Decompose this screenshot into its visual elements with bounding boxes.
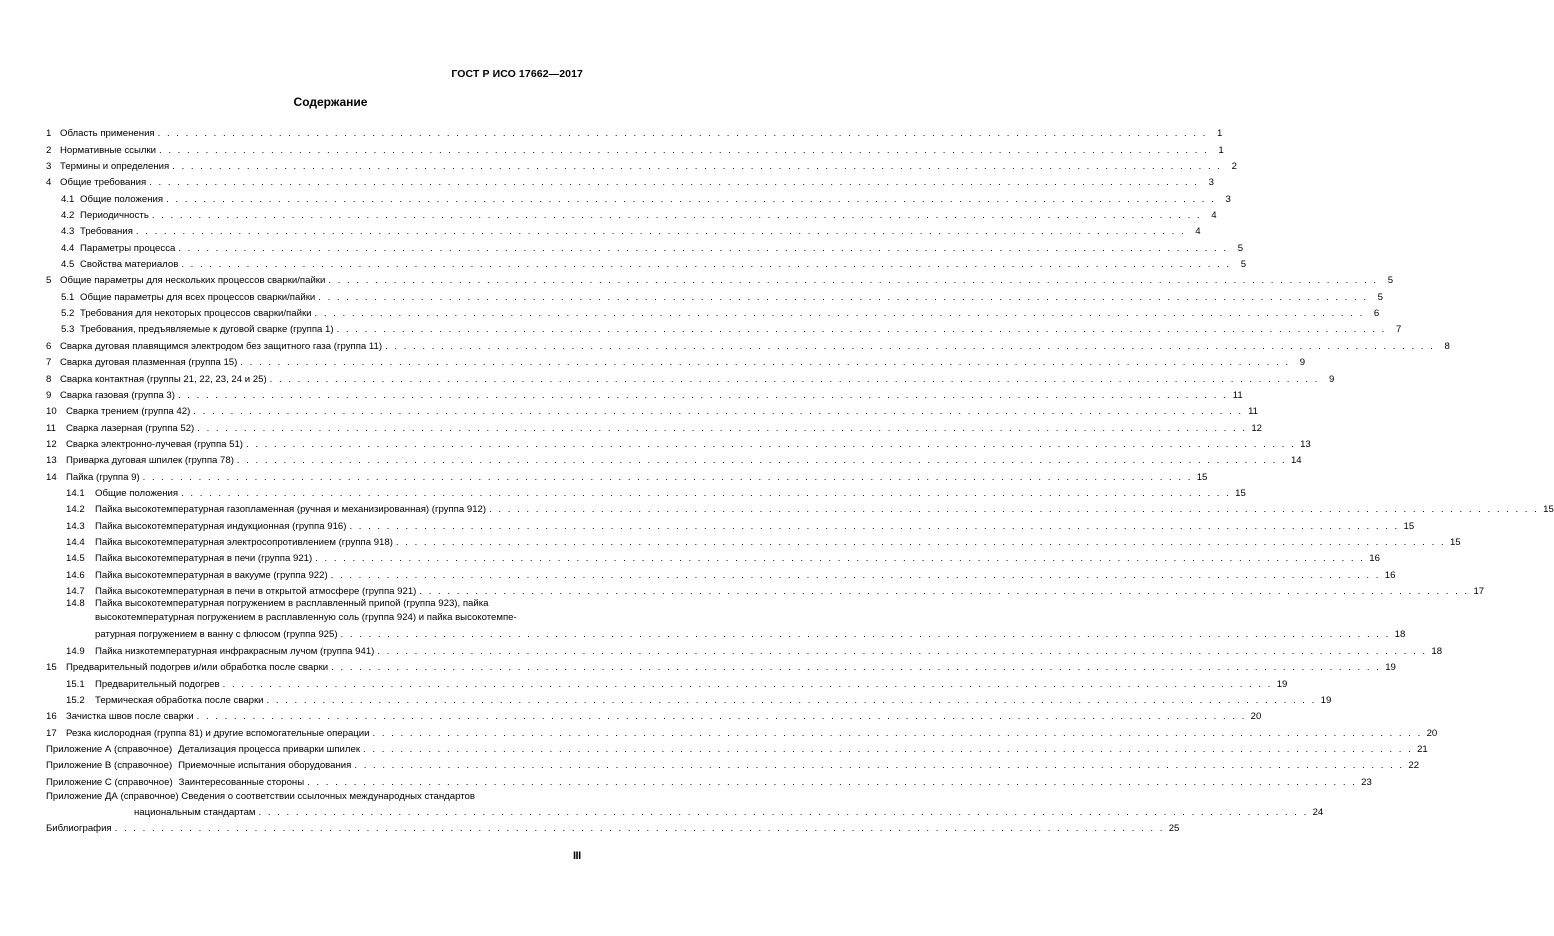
toc-entry-number: 2 xyxy=(46,144,52,156)
appendix-label: Приложение А (справочное) xyxy=(46,743,173,755)
toc-entry-page: 18 xyxy=(1431,645,1443,657)
leader-dots xyxy=(318,292,1368,303)
leader-dots xyxy=(197,423,1247,434)
toc-entry-page: 7 xyxy=(1395,324,1402,336)
toc-entry-page: 11 xyxy=(1232,389,1243,401)
toc-entry-number: 14.8 xyxy=(66,597,85,609)
toc-entry-page: 9 xyxy=(1299,357,1306,369)
toc-entry-number: 14.4 xyxy=(66,536,85,548)
toc-entry-number: 17 xyxy=(46,727,57,739)
toc-entry-page: 18 xyxy=(1394,629,1406,641)
leader-dots xyxy=(152,210,1202,221)
toc-entry-text: Общие положения xyxy=(80,193,164,205)
toc-entry-page: 16 xyxy=(1369,553,1380,565)
toc-entry-text: Пайка низкотемпературная инфракрасным лучом (группа 941) xyxy=(95,645,375,657)
leader-dots xyxy=(337,324,1387,335)
toc-entry-text: Сварка дуговая плавящимся электродом без защитного газа (группа 11) xyxy=(60,340,383,352)
toc-entry-text: Пайка высокотемпературная в вакууме (группа 922) xyxy=(95,569,328,581)
toc-entry-number: 3 xyxy=(46,161,52,173)
toc-entry-page: 15 xyxy=(1235,487,1246,499)
toc-entry-page: 1 xyxy=(1218,144,1224,156)
leader-dots xyxy=(240,357,1290,368)
leader-dots xyxy=(267,695,1317,706)
toc-entry-number: 7 xyxy=(46,357,52,369)
toc-entry-text: Требования для некоторых процессов сварки/пайки xyxy=(80,308,312,320)
toc-entry[interactable] xyxy=(46,352,1306,369)
leader-dots xyxy=(223,679,1273,690)
toc-entry-page: 2 xyxy=(1231,161,1237,173)
appendix-page: 21 xyxy=(1417,743,1428,755)
leader-dots xyxy=(158,128,1208,139)
leader-dots xyxy=(270,374,1320,385)
toc-entry[interactable] xyxy=(46,657,1396,674)
leader-dots xyxy=(315,553,1365,564)
appendix-entry[interactable] xyxy=(46,755,1420,772)
bibliography-page: 25 xyxy=(1168,822,1180,834)
leader-dots xyxy=(172,161,1222,172)
leader-dots xyxy=(246,439,1296,450)
toc-entry-page: 12 xyxy=(1251,422,1262,434)
toc-entry[interactable] xyxy=(46,673,1288,690)
toc-entry-text: Сварка газовая (группа 3) xyxy=(60,389,175,401)
toc-entry-text: Зачистка швов после сварки xyxy=(66,711,194,723)
toc-entry-number: 8 xyxy=(46,373,52,385)
toc-entry-page: 5 xyxy=(1240,259,1247,271)
toc-entry-text: Сварка дуговая плазменная (группа 15) xyxy=(60,357,238,369)
toc-entry-text: Параметры процесса xyxy=(80,242,176,254)
toc-entry-text: Предварительный подогрев xyxy=(95,678,220,690)
leader-dots xyxy=(181,259,1231,270)
table-of-contents xyxy=(46,123,1554,834)
leader-dots xyxy=(237,455,1287,466)
toc-entry-page: 8 xyxy=(1444,340,1450,352)
toc-entry-text: Пайка (группа 9) xyxy=(66,471,140,483)
appendix-label: Приложение С (справочное) xyxy=(46,776,173,788)
toc-entry-number: 12 xyxy=(46,438,57,450)
leader-dots xyxy=(166,194,1216,205)
toc-entry-text: Сварка электронно-лучевая (группа 51) xyxy=(66,438,244,450)
leader-dots xyxy=(341,629,1391,640)
toc-entry-text: Общие параметры для нескольких процессов сварки/пайки xyxy=(60,275,326,287)
toc-entry[interactable] xyxy=(46,270,1394,287)
toc-entry-text: Область применения xyxy=(60,128,155,140)
toc-entry-page: 17 xyxy=(1473,585,1485,597)
toc-entry-text: Свойства материалов xyxy=(80,259,179,271)
toc-entry-number: 14.3 xyxy=(66,520,85,532)
toc-entry-page: 14 xyxy=(1290,455,1302,467)
toc-entry-number: 9 xyxy=(46,389,52,401)
toc-entry-text: Общие требования xyxy=(60,177,147,189)
toc-entry-text: Пайка высокотемпературная газопламенная (ручная и механизированная) (группа 912) xyxy=(95,504,487,516)
toc-entry-text: Общие параметры для всех процессов сварки/пайки xyxy=(80,291,316,303)
toc-entry-text-line-1: Пайка высокотемпературная погружением в расплавленный припой (группа 923), пайка xyxy=(95,597,489,609)
leader-dots xyxy=(354,760,1404,771)
leader-dots xyxy=(373,728,1423,739)
toc-entry-page: 13 xyxy=(1300,438,1311,450)
toc-entry-text-line-3: ратурная погружением в ванну с флюсом (группа 925) xyxy=(95,629,338,641)
toc-entry-page: 19 xyxy=(1385,662,1396,674)
leader-dots xyxy=(419,586,1469,597)
toc-entry[interactable] xyxy=(46,515,1415,532)
toc-entry[interactable] xyxy=(46,335,1450,352)
toc-entry-page: 5 xyxy=(1377,291,1383,303)
toc-entry-text: Сварка трением (группа 42) xyxy=(66,406,191,418)
toc-entry[interactable] xyxy=(46,123,1223,140)
toc-entry-number: 14 xyxy=(46,471,57,483)
appendix-da-page: 24 xyxy=(1312,806,1324,818)
leader-dots xyxy=(363,744,1413,755)
toc-entry-page: 15 xyxy=(1196,471,1208,483)
toc-entry[interactable] xyxy=(46,417,1262,434)
toc-entry[interactable] xyxy=(46,286,1383,303)
toc-entry[interactable] xyxy=(46,532,1461,548)
leader-dots xyxy=(143,472,1193,483)
toc-entry-number: 14.1 xyxy=(66,487,85,499)
leader-dots xyxy=(489,504,1539,515)
appendix-title: Заинтересованные стороны xyxy=(178,776,305,788)
toc-entry-number: 16 xyxy=(46,711,57,723)
toc-entry-text: Требования, предъявляемые к дуговой сварке (группа 1) xyxy=(80,324,334,336)
leader-dots xyxy=(349,521,1399,532)
toc-entry-text: Предварительный подогрев и/или обработка после сварки xyxy=(66,662,329,674)
toc-entry-text: Приварка дуговая шпилек (группа 78) xyxy=(66,455,234,467)
leader-dots xyxy=(197,711,1247,722)
toc-entry-text: Сварка лазерная (группа 52) xyxy=(66,422,195,434)
toc-entry-number: 4.5 xyxy=(61,259,75,271)
toc-entry-text: Пайка высокотемпературная в печи в открытой атмосфере (группа 921) xyxy=(95,585,417,597)
leader-dots xyxy=(396,537,1446,548)
page-title: Содержание xyxy=(293,95,368,109)
toc-entry-number: 14.5 xyxy=(66,553,85,565)
toc-entry-number: 14.6 xyxy=(66,569,85,581)
toc-entry[interactable] xyxy=(46,385,1243,401)
toc-entry-page: 16 xyxy=(1384,569,1396,581)
toc-entry-text: Требования xyxy=(80,226,133,238)
document-code: ГОСТ Р ИСО 17662—2017 xyxy=(451,68,583,80)
toc-entry-text: Нормативные ссылки xyxy=(60,144,157,156)
toc-entry-page: 20 xyxy=(1250,711,1262,723)
toc-entry-page: 9 xyxy=(1329,373,1335,385)
toc-entry-page: 19 xyxy=(1276,678,1288,690)
toc-entry-number: 14.7 xyxy=(66,585,85,597)
toc-entry[interactable] xyxy=(46,368,1335,385)
leader-dots xyxy=(377,646,1427,657)
toc-entry-number: 1 xyxy=(46,128,52,140)
toc-entry[interactable] xyxy=(46,221,1201,238)
toc-entry[interactable] xyxy=(46,139,1224,156)
appendix-da-line-2: национальным стандартам xyxy=(134,806,256,818)
toc-entry[interactable] xyxy=(46,156,1237,173)
leader-dots xyxy=(178,390,1228,401)
appendix-entry[interactable] xyxy=(46,739,1428,755)
toc-entry-page: 1 xyxy=(1217,128,1223,140)
leader-dots xyxy=(178,243,1228,254)
toc-entry[interactable] xyxy=(46,205,1217,222)
appendix-entry[interactable] xyxy=(46,771,1372,788)
toc-entry-page: 11 xyxy=(1248,406,1259,418)
appendix-da-entry[interactable] xyxy=(46,788,1324,818)
toc-entry-page: 5 xyxy=(1387,275,1394,287)
toc-entry[interactable] xyxy=(46,434,1311,450)
toc-entry-page: 4 xyxy=(1211,210,1217,222)
appendix-title: Приемочные испытания оборудования xyxy=(178,760,352,772)
leader-dots xyxy=(181,488,1231,499)
toc-entry[interactable] xyxy=(46,188,1231,205)
toc-entry-text: Термическая обработка после сварки xyxy=(95,694,264,706)
appendix-page: 23 xyxy=(1361,776,1372,788)
appendix-label: Приложение В (справочное) xyxy=(46,760,173,772)
leader-dots xyxy=(331,570,1381,581)
toc-entry[interactable] xyxy=(46,401,1259,418)
toc-entry-number: 5 xyxy=(46,275,52,287)
bibliography-text: Библиография xyxy=(46,822,112,834)
toc-entry-number: 4.4 xyxy=(61,242,75,254)
toc-entry-number: 5.1 xyxy=(61,291,75,303)
toc-entry[interactable] xyxy=(46,564,1396,581)
toc-entry-text: Пайка высокотемпературная индукционная (группа 916) xyxy=(95,520,347,532)
toc-entry[interactable] xyxy=(46,722,1438,739)
toc-entry-number: 14.9 xyxy=(66,645,85,657)
leader-dots xyxy=(159,145,1209,156)
appendix-da-line-1: Приложение ДА (справочное) Сведения о соответствии ссылочных международных стандартов xyxy=(46,790,475,802)
toc-entry-text: Пайка высокотемпературная электросопротивлением (группа 918) xyxy=(95,536,393,548)
toc-entry[interactable] xyxy=(46,466,1208,483)
toc-entry-number: 14.2 xyxy=(66,504,85,516)
leader-dots xyxy=(259,807,1309,818)
toc-entry-text: Общие положения xyxy=(95,487,179,499)
toc-entry-page: 15 xyxy=(1543,504,1554,516)
toc-entry[interactable] xyxy=(46,548,1380,565)
toc-entry-number: 13 xyxy=(46,455,57,467)
leader-dots xyxy=(331,662,1381,673)
toc-entry[interactable] xyxy=(46,640,1443,657)
appendix-title: Детализация процесса приварки шпилек xyxy=(178,743,361,755)
toc-entry-text-line-2: высокотемпературная погружением в расплавленную соль (группа 924) и пайка высокотемпе- xyxy=(95,612,517,624)
toc-entry-number: 5.3 xyxy=(61,324,75,336)
leader-dots xyxy=(136,226,1186,237)
bibliography-entry[interactable] xyxy=(46,818,1180,834)
toc-entry-page: 3 xyxy=(1225,193,1231,205)
toc-entry-number: 5.2 xyxy=(61,308,75,320)
toc-entry[interactable] xyxy=(46,706,1262,723)
toc-entry-number: 4.2 xyxy=(61,210,75,222)
toc-entry-text: Резка кислородная (группа 81) и другие вспомогательные операции xyxy=(66,727,370,739)
toc-entry[interactable] xyxy=(46,450,1302,467)
toc-entry-number: 10 xyxy=(46,406,57,418)
toc-entry-number: 15 xyxy=(46,662,57,674)
toc-entry[interactable] xyxy=(46,581,1485,597)
toc-entry[interactable] xyxy=(46,319,1402,336)
toc-entry-number: 4.3 xyxy=(61,226,75,238)
toc-entry[interactable] xyxy=(46,597,1406,641)
toc-entry-page: 3 xyxy=(1208,177,1214,189)
toc-entry-page: 6 xyxy=(1373,308,1380,320)
toc-entry-page: 4 xyxy=(1195,226,1201,238)
leader-dots xyxy=(307,777,1357,788)
toc-entry-page: 5 xyxy=(1237,242,1244,254)
toc-entry-text: Термины и определения xyxy=(60,161,170,173)
toc-entry[interactable] xyxy=(46,237,1244,254)
leader-dots xyxy=(315,308,1365,319)
toc-entry-number: 4.1 xyxy=(61,193,75,205)
toc-entry-page: 19 xyxy=(1320,694,1332,706)
toc-entry[interactable] xyxy=(46,690,1332,706)
toc-entry-page: 20 xyxy=(1426,727,1438,739)
leader-dots xyxy=(328,275,1378,286)
toc-entry-text: Пайка высокотемпературная в печи (группа 921) xyxy=(95,553,313,565)
toc-entry[interactable] xyxy=(46,499,1554,516)
toc-entry-page: 15 xyxy=(1403,520,1415,532)
appendix-page: 22 xyxy=(1408,760,1420,772)
leader-dots xyxy=(193,406,1243,417)
toc-entry-text: Периодичность xyxy=(80,210,149,222)
toc-entry[interactable] xyxy=(46,172,1214,189)
toc-entry-number: 15.2 xyxy=(66,694,85,706)
toc-entry[interactable] xyxy=(46,254,1247,271)
toc-entry[interactable] xyxy=(46,483,1246,499)
page-number: III xyxy=(573,850,581,862)
toc-entry-page: 15 xyxy=(1449,536,1461,548)
leader-dots xyxy=(385,341,1435,352)
leader-dots xyxy=(149,177,1199,188)
toc-entry[interactable] xyxy=(46,303,1380,320)
toc-entry-text: Сварка контактная (группы 21, 22, 23, 24 и 25) xyxy=(60,373,267,385)
toc-entry-number: 4 xyxy=(46,177,52,189)
toc-entry-number: 6 xyxy=(46,340,52,352)
toc-entry-number: 15.1 xyxy=(66,678,85,690)
toc-entry-number: 11 xyxy=(46,422,56,434)
leader-dots xyxy=(115,823,1165,834)
